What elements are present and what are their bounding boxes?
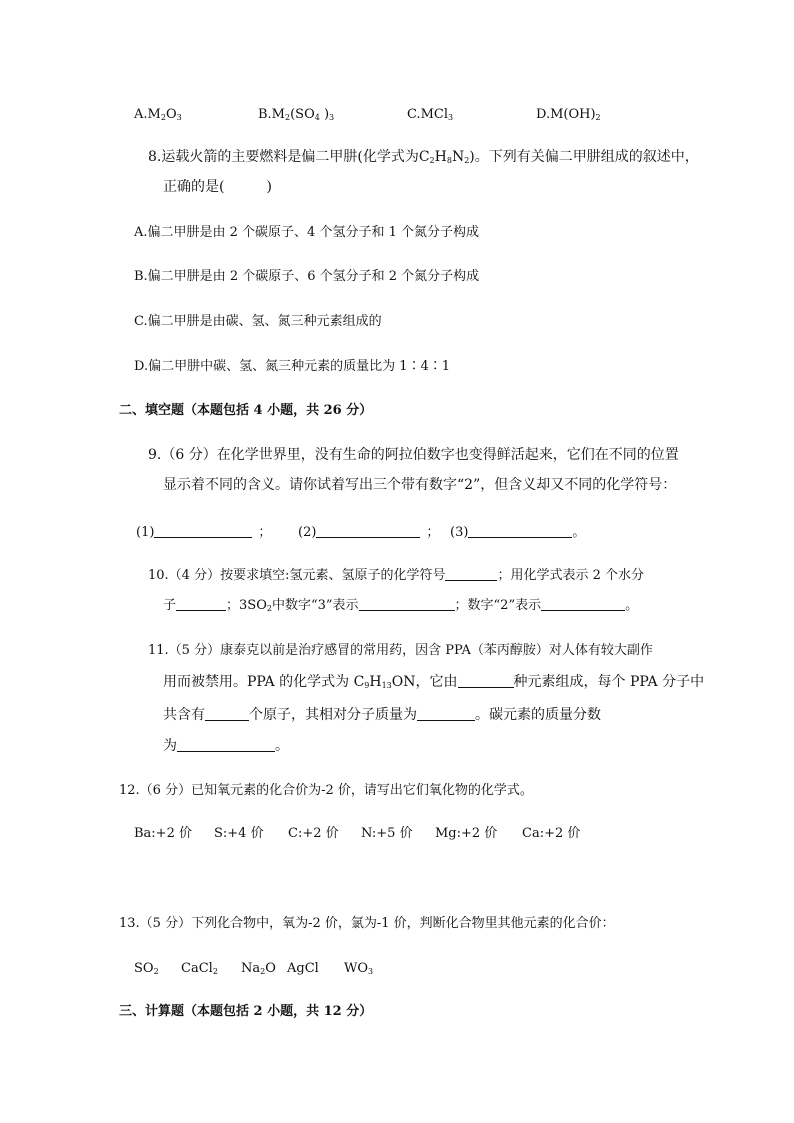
subscript: 3 [448, 113, 454, 122]
subscript: 2 [429, 156, 435, 165]
text: H [434, 149, 447, 165]
text: (SO [290, 107, 315, 122]
q7-option-c [407, 106, 453, 127]
q8-option-b: B.偏二甲肼是由 2 个碳原子、6 个氢分子和 2 个氮分子构成 [134, 269, 480, 284]
q7-option-b [258, 106, 334, 127]
text: 8.运载火箭的主要燃料是偏二甲肼(化学式为C [148, 149, 430, 165]
q11-line3 [163, 706, 601, 724]
answer-blank[interactable] [458, 674, 514, 688]
answer-blank[interactable] [154, 524, 252, 538]
text: WO [344, 961, 369, 976]
section2-heading: 二、填空题（本题包括 4 小题，共 26 分） [119, 403, 373, 418]
text: N [451, 149, 465, 165]
q12-item-ca: Ca:+2 价 [522, 826, 581, 841]
subscript: 3 [176, 113, 182, 122]
answer-blank[interactable] [316, 524, 420, 538]
text: D.M(OH) [536, 107, 596, 122]
text: O [265, 961, 276, 976]
subscript: 2 [212, 967, 218, 976]
q9-blank-3 [450, 521, 585, 540]
subscript: 2 [464, 156, 470, 165]
subscript: 3 [368, 967, 374, 976]
text: O [165, 107, 177, 122]
q12-item-s: S:+4 价 [214, 826, 264, 841]
answer-blank[interactable] [468, 524, 572, 538]
text: 。 [625, 598, 639, 613]
text: 10.（4 分）按要求填空:氢元素、氢原子的化学符号 [148, 568, 446, 583]
subscript: 2 [266, 604, 272, 613]
text: 。 [275, 738, 289, 754]
text: 共含有 [163, 707, 205, 723]
q12-stem: 12.（6 分）已知氧元素的化合价为-2 价，请写出它们氧化物的化学式。 [119, 783, 533, 798]
subscript: 3 [329, 113, 335, 122]
text: (2) [298, 525, 317, 540]
q13-compound-na2o [241, 960, 276, 981]
subscript: 13 [381, 681, 392, 690]
q9-blank-1 [136, 521, 271, 540]
q13-compound-agcl: AgCl [287, 961, 319, 976]
subscript: 9 [364, 681, 370, 690]
q13-compound-so2 [134, 960, 159, 981]
q8-stem-line2: 正确的是( ) [163, 179, 272, 195]
text: 个原子，其相对分子质量为 [249, 707, 417, 723]
answer-blank[interactable] [541, 597, 625, 611]
text: CaCl [181, 961, 213, 976]
subscript: 2 [285, 113, 291, 122]
text: 。碳元素的质量分数 [475, 707, 601, 723]
text: ；数字“2”表示 [454, 598, 542, 613]
answer-blank[interactable] [205, 707, 249, 721]
q11-line1: 11.（5 分）康泰克以前是治疗感冒的常用药，因含 PPA（苯丙醇胺）对人体有较大副作 [148, 643, 653, 658]
q9-line2: 显示着不同的含义。请你试着写出三个带有数字“2”，但含义却又不同的化学符号： [163, 477, 677, 493]
section3-heading: 三、计算题（本题包括 2 小题，共 12 分） [119, 1004, 373, 1019]
q13-compound-cacl2 [181, 960, 218, 981]
text: ON，它由 [391, 674, 458, 690]
q7-option-d [536, 106, 601, 127]
subscript: 2 [260, 967, 266, 976]
text: A.M [134, 107, 161, 122]
text: ； [426, 525, 440, 540]
subscript: 2 [153, 967, 159, 976]
answer-blank[interactable] [445, 567, 497, 581]
q11-line2 [163, 673, 704, 695]
q13-stem: 13.（5 分）下列化合物中，氧为-2 价，氯为-1 价，判断化合物里其他元素的化合价： [119, 916, 615, 931]
text: B.M [258, 107, 285, 122]
q9-line1: 9.（6 分）在化学世界里，没有生命的阿拉伯数字也变得鲜活起来，它们在不同的位置 [148, 447, 679, 463]
answer-blank[interactable] [176, 597, 226, 611]
text: ；用化学式表示 2 个水分 [497, 568, 645, 583]
text: 子 [163, 598, 177, 613]
q8-option-c: C.偏二甲肼是由碳、氢、氮三种元素组成的 [134, 314, 382, 329]
q10-line1 [148, 567, 644, 585]
answer-blank[interactable] [177, 738, 275, 752]
answer-blank[interactable] [417, 707, 475, 721]
subscript: 2 [160, 113, 166, 122]
q9-blank-2 [298, 521, 439, 540]
text: 种元素组成，每个 PPA 分子中 [513, 674, 705, 690]
q12-item-ba: Ba:+2 价 [134, 826, 192, 841]
text: ； [258, 525, 272, 540]
subscript: 8 [446, 156, 452, 165]
text: H [369, 674, 382, 690]
text: ) [319, 107, 330, 122]
text: (1) [136, 525, 155, 540]
text: )。下列有关偏二甲肼组成的叙述中， [469, 149, 699, 165]
text: 用而被禁用。PPA 的化学式为 C [163, 674, 365, 690]
q8-option-d: D.偏二甲肼中碳、氢、氮三种元素的质量比为 1∶4∶1 [134, 359, 451, 374]
text: C.MCl [407, 107, 449, 122]
text: Na [241, 961, 261, 976]
q12-item-mg: Mg:+2 价 [435, 826, 498, 841]
q11-line4 [163, 737, 289, 755]
text: ；3SO [226, 598, 267, 613]
subscript: 2 [595, 113, 601, 122]
q13-compound-wo3 [344, 960, 373, 981]
text: 为 [163, 738, 177, 754]
text: 中数字“3”表示 [271, 598, 359, 613]
q7-option-a [134, 106, 182, 127]
text: (3) [450, 525, 469, 540]
text: SO [134, 961, 154, 976]
subscript: 4 [314, 113, 320, 122]
answer-blank[interactable] [359, 597, 455, 611]
q8-option-a: A.偏二甲肼是由 2 个碳原子、4 个氢分子和 1 个氮分子构成 [134, 225, 479, 240]
text: 。 [572, 525, 586, 540]
q8-stem-line1 [148, 148, 699, 170]
q12-item-c: C:+2 价 [288, 826, 339, 841]
q10-line2 [163, 597, 638, 618]
q12-item-n: N:+5 价 [361, 826, 413, 841]
